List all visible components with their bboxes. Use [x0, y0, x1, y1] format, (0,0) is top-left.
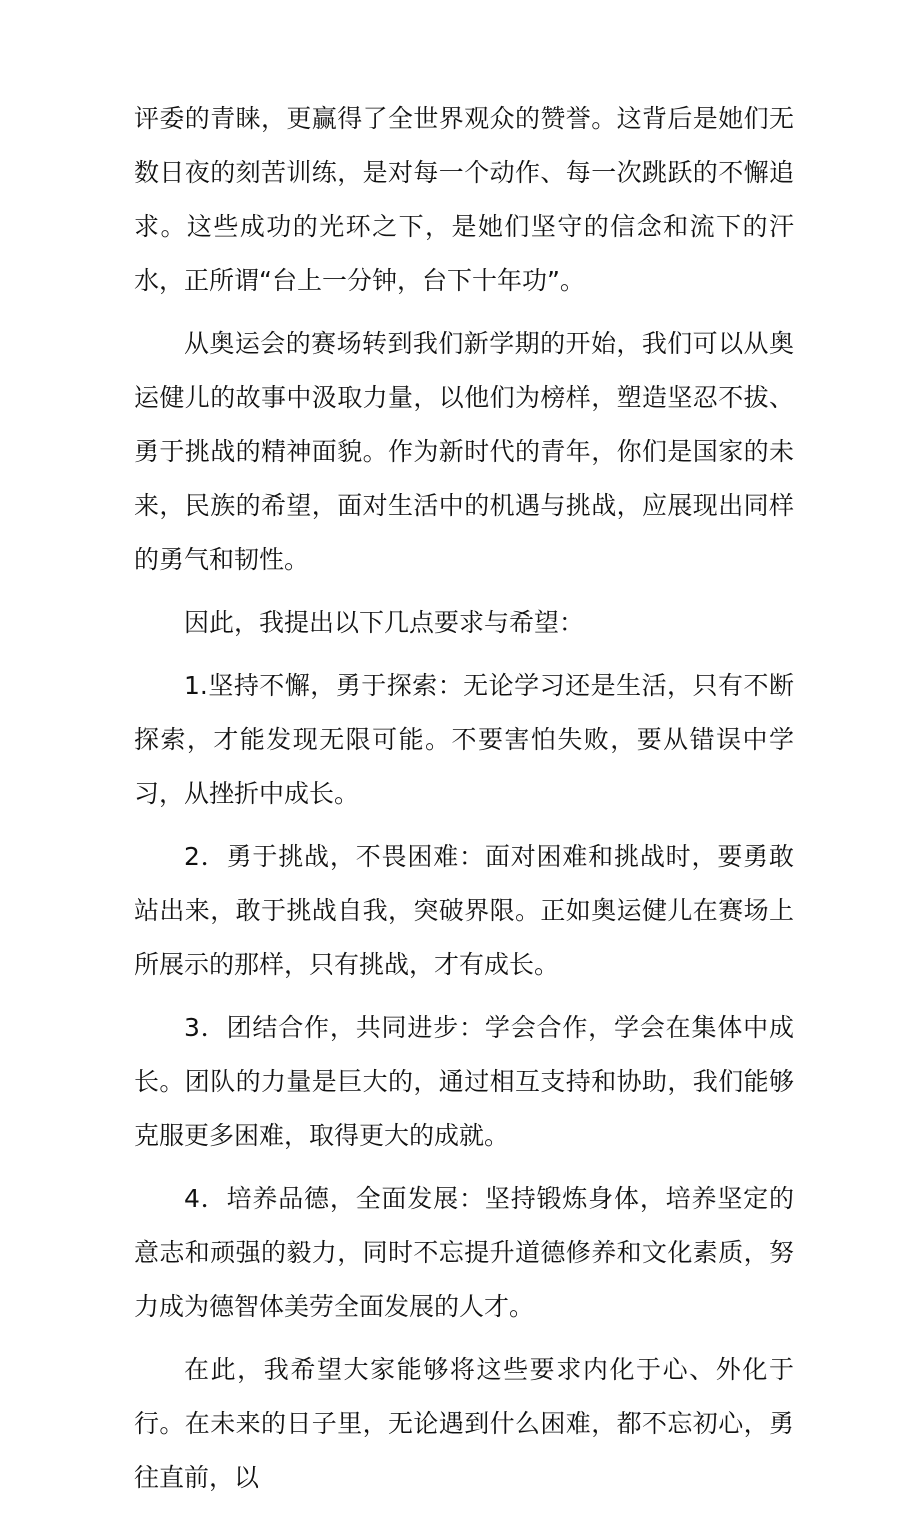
list-item-4: 4．培养品德，全面发展：坚持锻炼身体，培养坚定的意志和顽强的毅力，同时不忘提升道德修养和文化素质，努力成为德智体美劳全面发展的人才。: [134, 1184, 794, 1321]
paragraph-closing: 在此，我希望大家能够将这些要求内化于心、外化于行。在未来的日子里，无论遇到什么困难，都不忘初心，勇往直前，以: [134, 1355, 794, 1492]
paragraph-2: 从奥运会的赛场转到我们新学期的开始，我们可以从奥运健儿的故事中汲取力量，以他们为榜样，塑造坚忍不拔、勇于挑战的精神面貌。作为新时代的青年，你们是国家的未来，民族的希望，面对生活中的机遇与挑战，应展现出同样的勇气和韧性。: [134, 329, 794, 574]
list-item-3: 3．团结合作，共同进步：学会合作，学会在集体中成长。团队的力量是巨大的，通过相互支持和协助，我们能够克服更多困难，取得更大的成就。: [134, 1013, 794, 1150]
paragraph-3: 因此，我提出以下几点要求与希望：: [184, 608, 585, 637]
list-item-2: 2．勇于挑战，不畏困难：面对困难和挑战时，要勇敢站出来，敢于挑战自我，突破界限。正如奥运健儿在赛场上所展示的那样，只有挑战，才有成长。: [134, 842, 794, 979]
paragraph-1: 评委的青睐，更赢得了全世界观众的赞誉。这背后是她们无数日夜的刻苦训练，是对每一个动作、每一次跳跃的不懈追求。这些成功的光环之下，是她们坚守的信念和流下的汗水，正所谓“台上一分钟，台下十年功”。: [134, 104, 794, 295]
list-item-1: 1.坚持不懈，勇于探索：无论学习还是生活，只有不断探索，才能发现无限可能。不要害怕失败，要从错误中学习，从挫折中成长。: [134, 671, 794, 808]
